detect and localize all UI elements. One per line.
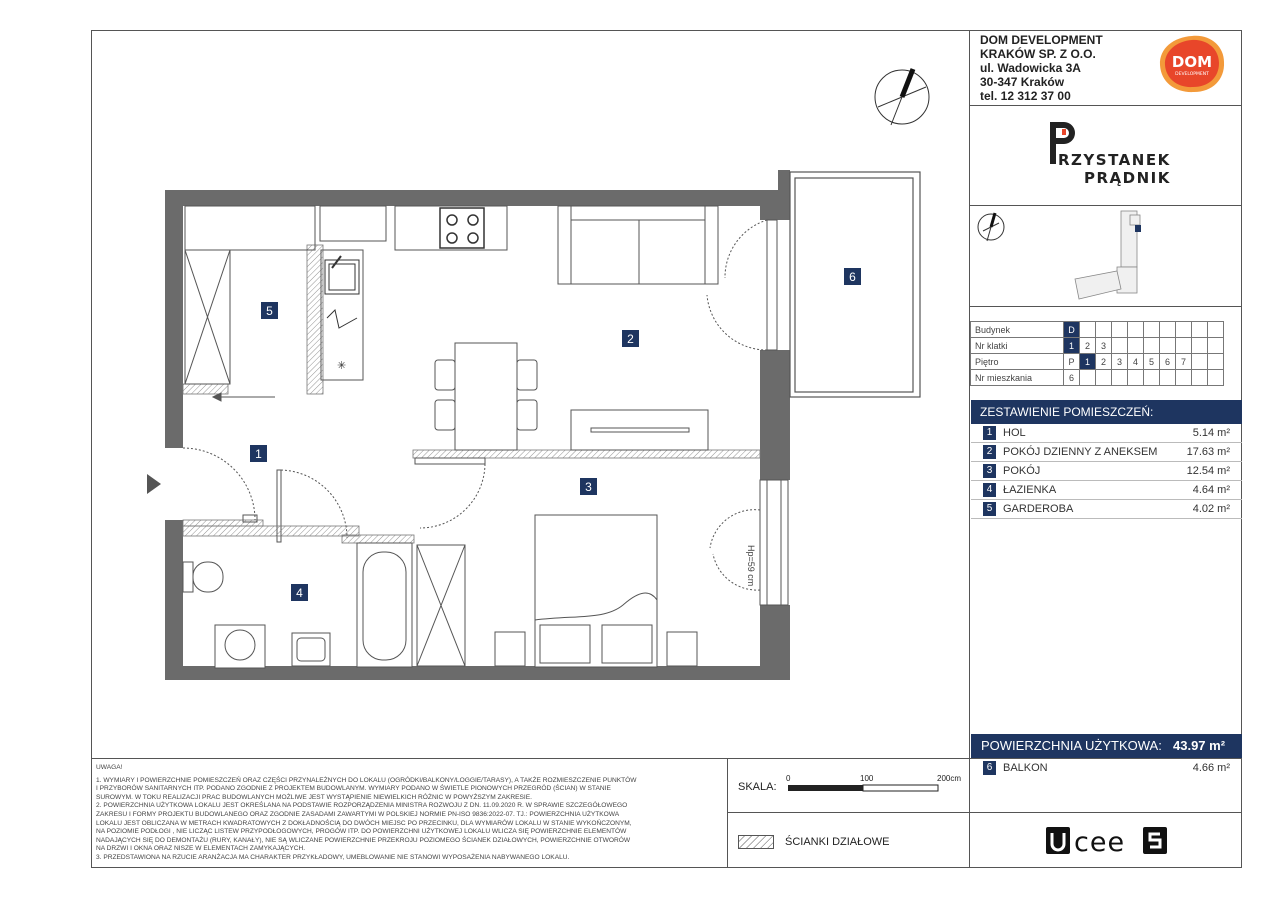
note-line: ZAKRESU I FORMY PROJEKTU BUDOWLANEGO ORAZ ZGODNIE ZASADAMI ZAWARTYMI W POLSKIEJ NORMIE PN-ISO 9836:2022-07. TJ.: POWIERZCHNIA UŻYTKOWA: [96, 810, 620, 818]
param-cell: 4: [1128, 354, 1144, 370]
logo-text: DOM: [1171, 53, 1213, 71]
ucees-logo: [1046, 826, 1170, 856]
floor-plan: [95, 60, 965, 750]
scale-tick-0: 0: [786, 774, 791, 783]
entrance-door-icon: [183, 448, 257, 522]
right-panel-divider: [969, 30, 970, 868]
room-area: 17.63 m²: [1186, 446, 1230, 458]
key-plan: [975, 209, 1237, 303]
project-name-line2: PRĄDNIK: [1084, 169, 1171, 187]
room-name: POKÓJ DZIENNY Z ANEKSEM: [1003, 446, 1158, 458]
scale-tick-200: 200cm: [937, 774, 962, 783]
company-divider: [969, 105, 1242, 106]
notes-divider: [727, 758, 728, 868]
param-cell: 1: [1064, 338, 1080, 354]
shower-cabinet-icon: [417, 545, 465, 666]
notes: [96, 764, 716, 863]
room-name: HOL: [1003, 427, 1026, 439]
svg-text:4: 4: [296, 586, 303, 600]
room-area: 4.64 m²: [1192, 484, 1230, 496]
svg-text:5: 5: [266, 304, 273, 318]
project-name-line1: RZYSTANEK: [1058, 151, 1171, 169]
param-cell: 2: [1096, 354, 1112, 370]
room-name: GARDEROBA: [1003, 503, 1074, 515]
room-tag: [622, 330, 639, 347]
room-name: POKÓJ: [1003, 465, 1041, 477]
note-line: NA POZIOMIE PODŁOGI , NIE LICZĄC LISTEW PRZYPODŁOGOWYCH, PROGÓW ITP. DO POWIERZCHNI UŻYTKOWEJ LOKALU WLICZA SIĘ POWIERZCHNIE ELEMENTÓW: [96, 828, 627, 836]
param-row: [971, 338, 1224, 354]
param-cell: 5: [1144, 354, 1160, 370]
balcony-row: [971, 759, 1242, 778]
param-label: Nr mieszkania: [971, 370, 1064, 386]
param-row: [971, 322, 1224, 338]
svg-text:2: 2: [627, 332, 634, 346]
room-tag: [844, 268, 861, 285]
entrance-arrow-icon: [147, 474, 161, 494]
note-line: NADAJĄCYCH SIĘ DO DEMONTAŻU (RURY, KANAŁY), NIE SĄ WLICZANE POWIERZCHNIE PRZEKROJU POZIOMEGO ŚCIANEK DZIAŁOWYCH, POWIERZCHNIE OTWORÓW: [96, 836, 631, 844]
window-height-label: Hp=59 cm: [746, 545, 756, 587]
rooms-header: ZESTAWIENIE POMIESZCZEŃ:: [971, 400, 1242, 424]
parameters-table: [970, 321, 1224, 386]
key-plan-building-icon: [1075, 211, 1140, 299]
svg-text:1: 1: [255, 447, 262, 461]
room-row: [971, 462, 1242, 481]
partition-hatch-icon: [738, 835, 774, 849]
total-area-value: 43.97 m²: [1173, 738, 1226, 753]
company-line: tel. 12 312 37 00: [980, 89, 1071, 103]
param-cell: D: [1064, 322, 1080, 338]
bathroom-partition: [183, 526, 359, 536]
washbasin-icon: [292, 633, 330, 666]
param-label: Nr klatki: [971, 338, 1064, 354]
room-area: 5.14 m²: [1192, 427, 1230, 439]
room-number: 5: [983, 502, 996, 516]
brand-divider: [969, 812, 1242, 813]
room-row: [971, 424, 1242, 443]
svg-text:cee: cee: [1074, 827, 1126, 856]
scale-label: SKALA:: [738, 781, 777, 793]
note-line: I PRZYBORÓW SANITARNYCH ITP. PODANO ZGODNIE Z PROJEKTEM BUDOWLANYM. WYMIARY PODANO W ŚWIETLE PIONOWYCH PRZEGRÓD (ŚCIAN) W STANIE: [96, 785, 611, 793]
bedroom-door-icon: [415, 458, 485, 528]
bed-icon: [495, 515, 697, 667]
dom-development-logo: [1158, 34, 1226, 94]
param-cell: 7: [1176, 354, 1192, 370]
room-number: 3: [983, 464, 996, 478]
note-line: LOKALU JEST OBLICZANA W METRACH KWADRATOWYCH Z DOKŁADNOŚCIĄ DO DWÓCH MIEJSC PO PRZECINKU, DLA WYMIARÓW LOKALU W STANIE WYKOŃCZONYM,: [96, 819, 632, 827]
room-number: 1: [983, 426, 996, 440]
tv-cabinet-icon: [571, 410, 708, 450]
room-number: 2: [983, 445, 996, 459]
room-name: BALKON: [1003, 762, 1048, 774]
washing-machine-icon: [215, 625, 265, 668]
company-line: ul. Wadowicka 3A: [980, 61, 1081, 75]
note-line: 3. PRZEDSTAWIONA NA RZUCIE ARANŻACJA MA CHARAKTER PRZYKŁADOWY, UMEBLOWANIE NIE STANOWI WYPOSAŻENIA NABYWANEGO LOKALU.: [96, 853, 570, 861]
param-cell: 1: [1080, 354, 1096, 370]
note-line: 1. WYMIARY I POWIERZCHNIE POMIESZCZEŃ ORAZ CZĘŚCI PRZYNALEŻNYCH DO LOKALU (OGRÓDKI/BALKONY/LOGGIE/TARASY), A TAKŻE ROZMIESZCZENIE PUNKTÓW: [96, 776, 637, 784]
param-cell: 3: [1096, 338, 1112, 354]
scale-tick-100: 100: [860, 774, 874, 783]
param-cell: 6: [1160, 354, 1176, 370]
param-cell: P: [1064, 354, 1080, 370]
total-area-label: POWIERZCHNIA UŻYTKOWA:: [981, 738, 1162, 753]
param-row: [971, 370, 1224, 386]
svg-text:6: 6: [849, 270, 856, 284]
note-line: 2. POWIERZCHNIA UŻYTKOWA LOKALU JEST OKREŚLANA NA PODSTAWIE ROZPORZĄDZENIA MINISTRA ROZWOJU Z DN. 11.09.2020 R. W SPRAWIE SZCZEGÓŁOWEGO: [96, 802, 628, 810]
dining-table-icon: [435, 343, 537, 450]
bathtub-icon: [357, 543, 412, 667]
room-area: 4.02 m²: [1192, 503, 1230, 515]
key-plan-unit-marker: [1135, 225, 1141, 232]
room-row: [971, 443, 1242, 462]
sink-icon: [325, 256, 359, 294]
notes-title: UWAGA!: [96, 764, 123, 771]
company-line: DOM DEVELOPMENT: [980, 33, 1103, 47]
scale-divider: [727, 812, 969, 813]
room-tag: [291, 584, 308, 601]
param-cell: 6: [1064, 370, 1080, 386]
total-area-bar: [971, 734, 1242, 758]
param-cell: 2: [1080, 338, 1096, 354]
room-row: [971, 481, 1242, 500]
room-area: 4.66 m²: [1192, 762, 1230, 774]
dishwasher-icon: [327, 310, 357, 328]
note-line: SUROWYM. W TOKU REALIZACJI PRAC BUDOWLANYCH MOŻLIWE JEST WYSTĄPIENIE NIEWIELKICH RÓŻNIC W POWYŻSZYM ZAKRESIE.: [96, 793, 532, 801]
param-cell: 3: [1112, 354, 1128, 370]
svg-text:3: 3: [585, 480, 592, 494]
legend-label: ŚCIANKI DZIAŁOWE: [785, 836, 890, 848]
param-label: Budynek: [971, 322, 1064, 338]
project-divider: [969, 205, 1242, 206]
room-name: ŁAZIENKA: [1003, 484, 1057, 496]
company-line: 30-347 Kraków: [980, 75, 1065, 89]
room-row: [971, 500, 1242, 519]
note-line: NA DRZWI I OKNA ORAZ NISZE W ELEMENTACH ZAMYKAJĄCYCH.: [96, 845, 306, 853]
stove-icon: [440, 208, 484, 248]
param-row: [971, 354, 1224, 370]
company-address: [980, 33, 1103, 103]
compass-icon: [875, 69, 929, 125]
room-tag: [261, 302, 278, 319]
sofa-icon: [558, 206, 718, 284]
wardrobe-icon: [185, 206, 315, 384]
toilet-icon: [183, 562, 223, 592]
logo-subtext: DEVELOPMENT: [1175, 72, 1209, 77]
room-number: 4: [983, 483, 996, 497]
room-number: 6: [983, 761, 996, 775]
key-plan-compass-icon: [978, 213, 1004, 241]
param-label: Piętro: [971, 354, 1064, 370]
project-logo: [1040, 118, 1180, 190]
room-tag: [580, 478, 597, 495]
scale-bar: [788, 784, 940, 792]
company-line: KRAKÓW SP. Z O.O.: [980, 47, 1096, 61]
room-tag: [250, 445, 267, 462]
keyplan-divider: [969, 306, 1242, 307]
room-area: 12.54 m²: [1186, 465, 1230, 477]
fridge-icon: ✳: [337, 360, 347, 372]
